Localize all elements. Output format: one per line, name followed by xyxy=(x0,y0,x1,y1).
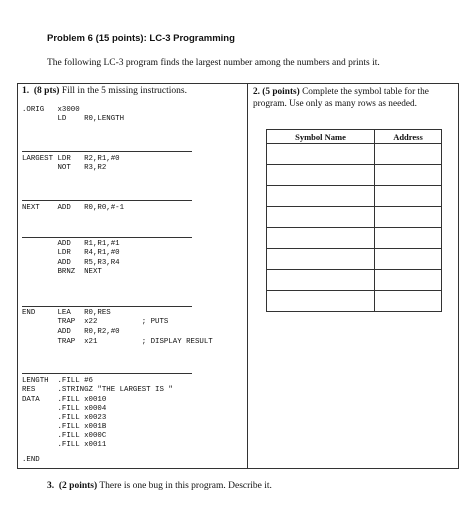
code-line: ADD R5,R3,R4 xyxy=(22,259,120,267)
problem-intro: The following LC-3 program finds the largest number among the numbers and prints it. xyxy=(47,58,380,68)
symbol-name-cell[interactable] xyxy=(267,144,375,165)
address-cell[interactable] xyxy=(375,228,442,249)
question-1-text: Fill in the 5 missing instructions. xyxy=(59,86,187,96)
missing-instruction-blank[interactable] xyxy=(22,306,192,307)
symbol-name-cell[interactable] xyxy=(267,270,375,291)
address-cell[interactable] xyxy=(375,165,442,186)
symbol-name-cell[interactable] xyxy=(267,249,375,270)
table-row xyxy=(267,186,442,207)
table-row xyxy=(267,228,442,249)
code-line: DATA .FILL x0010 xyxy=(22,396,107,404)
question-1-points: 1. (8 pts) xyxy=(22,86,60,96)
symbol-name-cell[interactable] xyxy=(267,186,375,207)
code-line: ADD R1,R1,#1 xyxy=(22,240,120,248)
symbol-name-cell[interactable] xyxy=(267,228,375,249)
code-line: TRAP x21 ; DISPLAY RESULT xyxy=(22,338,213,346)
table-row xyxy=(267,144,442,165)
code-line: ADD R0,R2,#0 xyxy=(22,328,120,336)
code-line: .FILL x0011 xyxy=(22,441,107,449)
address-cell[interactable] xyxy=(375,270,442,291)
address-cell[interactable] xyxy=(375,291,442,312)
table-row xyxy=(267,270,442,291)
question-2-heading xyxy=(253,86,448,110)
code-line: NEXT ADD R0,R0,#-1 xyxy=(22,204,125,212)
address-cell[interactable] xyxy=(375,144,442,165)
code-line: .FILL x0004 xyxy=(22,405,107,413)
address-cell[interactable] xyxy=(375,249,442,270)
question-3-heading xyxy=(47,481,272,491)
symbol-name-cell[interactable] xyxy=(267,165,375,186)
table-row xyxy=(267,249,442,270)
table-row xyxy=(267,165,442,186)
code-line: BRNZ NEXT xyxy=(22,268,102,276)
table-row xyxy=(267,291,442,312)
question-3-text: There is one bug in this program. Describe it. xyxy=(97,481,272,491)
code-line: LARGEST LDR R2,R1,#0 xyxy=(22,155,120,163)
symbol-name-header: Symbol Name xyxy=(267,130,375,144)
missing-instruction-blank[interactable] xyxy=(22,237,192,238)
code-line: NOT R3,R2 xyxy=(22,164,107,172)
question-3-points: 3. (2 points) xyxy=(47,481,98,491)
question-2-text: Complete the symbol table for the program. Use only as many rows as needed. xyxy=(253,87,429,109)
missing-instruction-blank[interactable] xyxy=(22,373,192,374)
code-line: LD R0,LENGTH xyxy=(22,115,125,123)
code-line: LENGTH .FILL #6 xyxy=(22,377,93,385)
question-1-heading xyxy=(22,86,187,96)
code-line: LDR R4,R1,#0 xyxy=(22,249,120,257)
question-2-points: 2. (5 points) xyxy=(253,87,300,97)
missing-instruction-blank[interactable] xyxy=(22,151,192,152)
address-header: Address xyxy=(375,130,442,144)
symbol-table xyxy=(266,129,442,312)
symbol-name-cell[interactable] xyxy=(267,291,375,312)
code-line: RES .STRINGZ "THE LARGEST IS " xyxy=(22,386,173,394)
code-line: .FILL x0023 xyxy=(22,414,107,422)
table-row xyxy=(267,207,442,228)
missing-instruction-blank[interactable] xyxy=(22,200,192,201)
code-line: .END xyxy=(22,456,40,464)
symbol-table-header xyxy=(267,130,442,144)
address-cell[interactable] xyxy=(375,186,442,207)
address-cell[interactable] xyxy=(375,207,442,228)
code-line: END LEA R0,RES xyxy=(22,309,111,317)
code-line: .FILL x001B xyxy=(22,423,107,431)
code-line: .FILL x000C xyxy=(22,432,107,440)
code-line: .ORIG x3000 xyxy=(22,106,80,114)
code-line: TRAP x22 ; PUTS xyxy=(22,318,169,326)
problem-title: Problem 6 (15 points): LC-3 Programming xyxy=(47,33,235,44)
column-divider xyxy=(247,83,248,468)
symbol-name-cell[interactable] xyxy=(267,207,375,228)
